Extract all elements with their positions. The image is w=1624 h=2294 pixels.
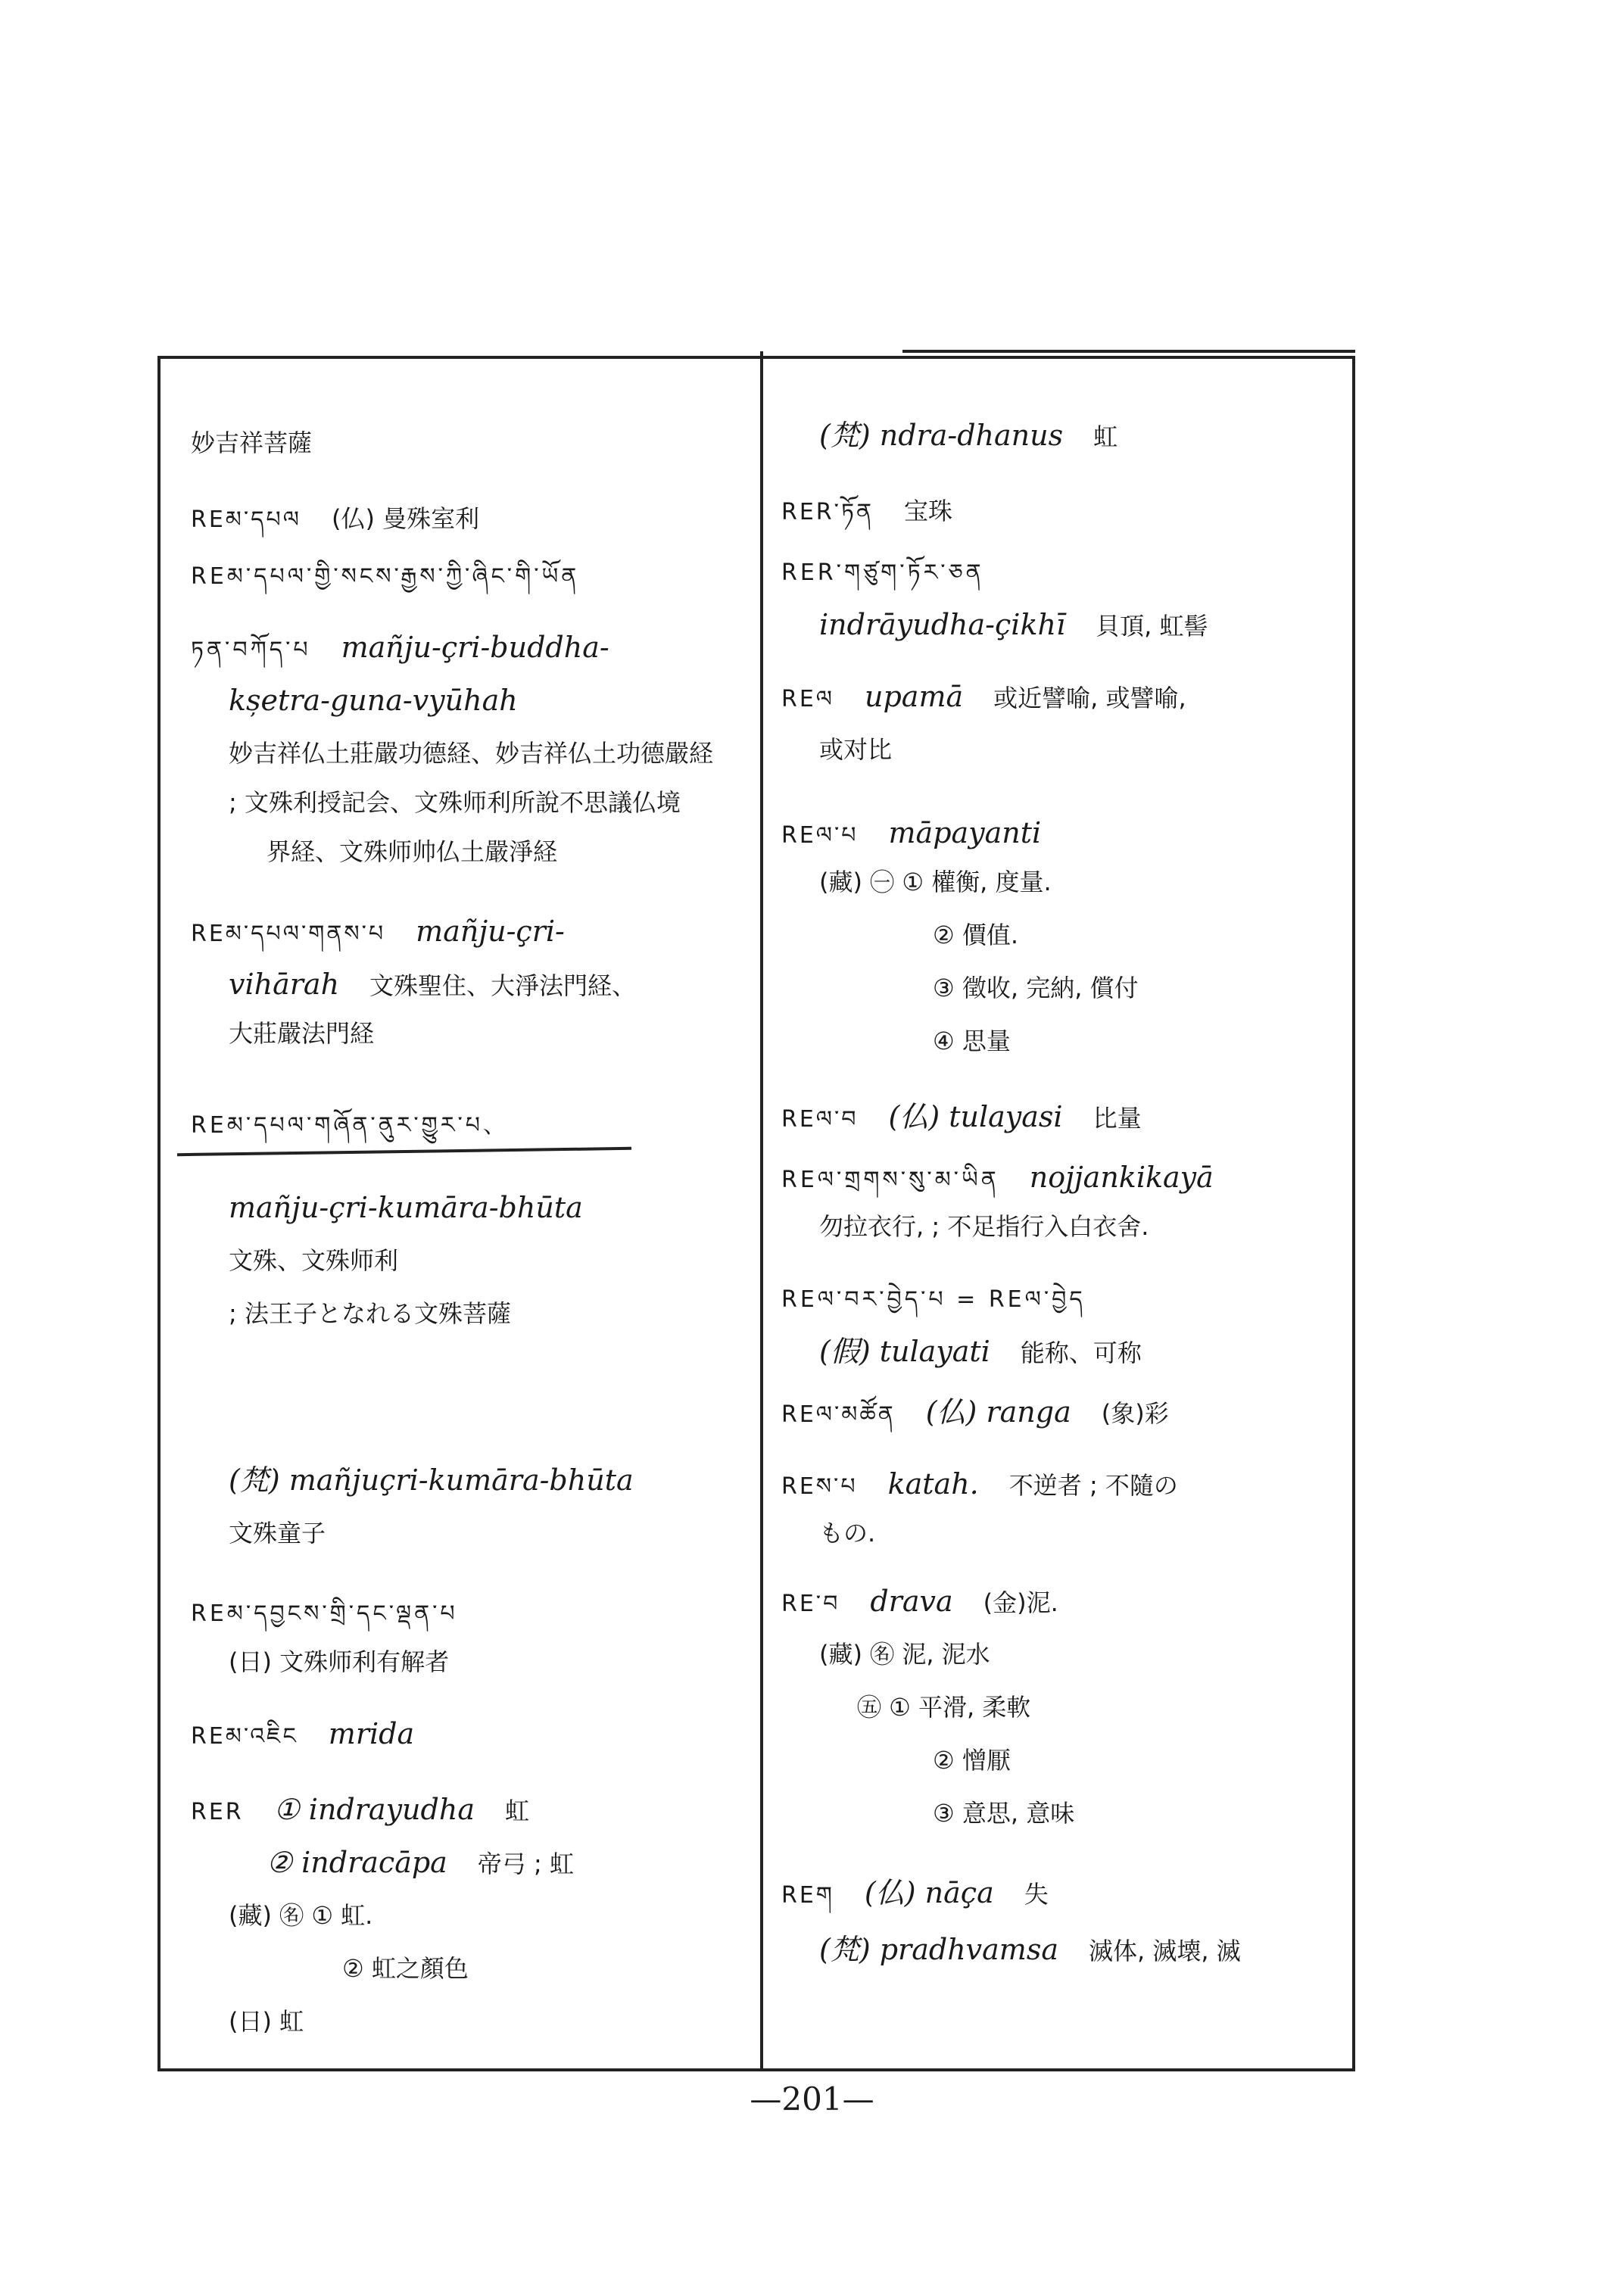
entry-text: REས་པ (781, 1473, 858, 1500)
entry-text: 比量 (1093, 1104, 1142, 1133)
dictionary-line (781, 1025, 1011, 1057)
entry-text: ② 價值. (933, 921, 1019, 949)
dictionary-line (781, 1101, 1142, 1136)
dictionary-line (781, 919, 1018, 951)
dictionary-line (191, 1298, 511, 1329)
entry-text: upamā (864, 680, 964, 713)
entry-text: REལ་བ (781, 1106, 859, 1133)
dictionary-line (191, 737, 713, 769)
dictionary-line (781, 1638, 990, 1670)
entry-text: ③ 徵收, 完納, 償付 (933, 974, 1139, 1002)
entry-text: 文殊聖住、大淨法門経、 (369, 971, 637, 1000)
dictionary-line (781, 495, 952, 528)
dictionary-line (781, 1396, 1169, 1431)
dictionary-line (781, 556, 984, 589)
dictionary-line (191, 1794, 529, 1828)
entry-text: indrāyudha-çikhī (819, 608, 1066, 641)
entry-text: 文殊童子 (229, 1519, 326, 1548)
entry-text: katah. (887, 1467, 979, 1501)
entry-text: 妙吉祥仏土莊嚴功德経、妙吉祥仏土功德嚴経 (229, 739, 714, 768)
frame-top-edge (902, 350, 1355, 353)
dictionary-frame (157, 356, 1355, 2071)
entry-text: RER་ཏོན (781, 499, 874, 525)
entry-text: ཏན་བཀོད་པ (191, 637, 311, 663)
dictionary-line (191, 1718, 414, 1753)
entry-text: 妙吉祥菩薩 (191, 429, 313, 457)
dictionary-line (781, 972, 1139, 1004)
entry-text: (日) 虹 (229, 2007, 304, 2036)
entry-text: REམ་དཔལ་གནས་པ (191, 921, 386, 947)
entry-text: REམ་དཔལ་གྱི་སངས་རྒྱས་ཀྱི་ཞིང་གི་ཡོན (191, 563, 580, 590)
entry-text: 貝頂, 虹髻 (1096, 612, 1208, 641)
dictionary-line (781, 1744, 1011, 1776)
dictionary-line (191, 968, 636, 1002)
entry-text: ② indracāpa (267, 1846, 447, 1879)
entry-text: nojjankikayā (1029, 1161, 1214, 1194)
dictionary-line (191, 915, 565, 950)
dictionary-line (781, 1517, 875, 1549)
dictionary-line (191, 1517, 326, 1549)
dictionary-line (191, 503, 479, 536)
dictionary-line (191, 787, 681, 818)
entry-text: (日) 文殊师利有解者 (229, 1647, 450, 1676)
dictionary-line (781, 1211, 1149, 1242)
entry-text: (梵) pradhvamsa (819, 1933, 1058, 1966)
entry-text: (金)泥. (983, 1588, 1058, 1617)
dictionary-line (781, 1283, 1086, 1316)
dictionary-line (781, 609, 1208, 642)
entry-text: REལ (781, 686, 834, 712)
entry-text: mañju-çri- (416, 915, 565, 948)
dictionary-line (191, 1192, 583, 1225)
entry-text: (藏) ㊀ ① 權衡, 度量. (819, 868, 1052, 896)
entry-text: REལ་མཚོན (781, 1401, 896, 1428)
dictionary-line (781, 1161, 1214, 1196)
entry-text: 或近譬喻, 或譬喻, (993, 684, 1186, 712)
entry-text: 虹 (504, 1797, 529, 1825)
entry-text: ③ 意思, 意味 (933, 1799, 1075, 1828)
entry-text: 失 (1024, 1880, 1049, 1909)
entry-text: (假) tulayati (819, 1335, 990, 1368)
entry-text: 能称、可称 (1020, 1339, 1142, 1367)
dictionary-line (191, 1464, 634, 1498)
entry-text: 虹 (1093, 422, 1118, 451)
entry-text: (梵) mañjuçri-kumāra-bhūta (229, 1463, 634, 1497)
entry-text: REམ་དབྱངས་གྲི་དང་ལྡན་པ (191, 1601, 458, 1627)
entry-text: REམ་དཔལ (191, 506, 301, 533)
dictionary-line (191, 1245, 398, 1276)
entry-text: REག (781, 1882, 834, 1909)
entry-text: mañju-çri-kumāra-bhūta (229, 1191, 583, 1224)
entry-text: (仏) nāça (864, 1876, 994, 1909)
entry-text: (仏) 曼殊室利 (331, 504, 480, 533)
dictionary-line (191, 1597, 458, 1630)
entry-text: 或对比 (819, 735, 893, 764)
entry-text: 勿拉衣行, ; 不足指行入白衣舍. (819, 1212, 1149, 1241)
dictionary-line (191, 1018, 374, 1049)
entry-text: vihārah (229, 968, 340, 1001)
entry-text: drava (870, 1585, 953, 1618)
entry-text: REམ་དཔལ་གཞོན་ནུར་གྱུར་པ、 (191, 1112, 510, 1139)
dictionary-line (781, 1585, 1058, 1620)
dictionary-line (781, 1934, 1241, 1967)
entry-text: mrida (328, 1717, 415, 1750)
dictionary-line (191, 836, 557, 868)
dictionary-line (781, 866, 1052, 898)
entry-text: 滅体, 滅壊, 滅 (1089, 1937, 1241, 1965)
entry-text: RER་གཙུག་ཏོར་ཅན (781, 559, 984, 586)
entry-text: 大莊嚴法門経 (229, 1019, 375, 1048)
dictionary-line (781, 419, 1117, 453)
dictionary-line (191, 1108, 509, 1142)
dictionary-line (191, 631, 609, 666)
dictionary-line (191, 1847, 574, 1880)
entry-text: 不逆者 ; 不隨の (1008, 1471, 1178, 1500)
dictionary-line (191, 684, 518, 718)
entry-text: (梵) ndra-dhanus (819, 419, 1064, 452)
page-number: —201— (750, 2080, 874, 2118)
entry-text: RER (191, 1799, 244, 1825)
entry-text: (仏) tulayasi (888, 1100, 1063, 1133)
entry-text: REལ་བར་བྱེད་པ = REལ་བྱེད (781, 1286, 1086, 1313)
entry-text: RE་བ (781, 1591, 840, 1617)
dictionary-line (781, 1797, 1074, 1829)
entry-text: mañju-çri-buddha- (341, 631, 609, 664)
dictionary-line (191, 1646, 449, 1678)
entry-text: kșetra-guna-vyūhah (229, 684, 518, 717)
entry-text: 宝珠 (904, 497, 953, 525)
entry-underline (177, 1147, 631, 1156)
entry-text: (藏) ㊔ ① 虹. (229, 1901, 373, 1930)
dictionary-line (781, 1691, 1030, 1723)
entry-text: 界経、文殊师帅仏土嚴淨経 (267, 837, 558, 866)
entry-text: ② 虹之顏色 (342, 1954, 469, 1983)
dictionary-line (781, 1468, 1178, 1503)
entry-text: ; 文殊利授記会、文殊师利所說不思議仏境 (229, 788, 681, 817)
column-divider (760, 351, 763, 2068)
entry-text: もの. (819, 1519, 876, 1548)
dictionary-line (191, 1953, 469, 1984)
entry-text: REམ་འཇིང (191, 1723, 298, 1750)
entry-text: REལ་གྲགས་སུ་མ་ཡིན (781, 1167, 999, 1193)
entry-text: (仏) ranga (925, 1395, 1071, 1429)
entry-text: REལ་པ (781, 822, 859, 849)
dictionary-line (781, 817, 1041, 852)
entry-text: (藏) ㊔ 泥, 泥水 (819, 1640, 990, 1669)
entry-text: ㊄ ① 平滑, 柔軟 (857, 1693, 1031, 1722)
entry-text: ④ 思量 (933, 1027, 1011, 1055)
entry-text: (象)彩 (1101, 1399, 1169, 1428)
dictionary-line (191, 1900, 372, 1931)
entry-text: ② 憎厭 (933, 1746, 1011, 1775)
dictionary-line (191, 559, 579, 593)
dictionary-line (781, 681, 1186, 715)
entry-text: 帝弓 ; 虹 (477, 1850, 574, 1878)
dictionary-line (191, 427, 312, 459)
entry-text: 文殊、文殊师利 (229, 1246, 399, 1275)
entry-text: ① indrayudha (273, 1793, 475, 1826)
dictionary-line (781, 1336, 1142, 1369)
dictionary-line (781, 734, 892, 765)
dictionary-line (191, 2006, 304, 2037)
entry-text: ; 法王子となれる文殊菩薩 (229, 1299, 511, 1328)
entry-text: māpayanti (888, 816, 1042, 849)
dictionary-line (781, 1877, 1049, 1912)
